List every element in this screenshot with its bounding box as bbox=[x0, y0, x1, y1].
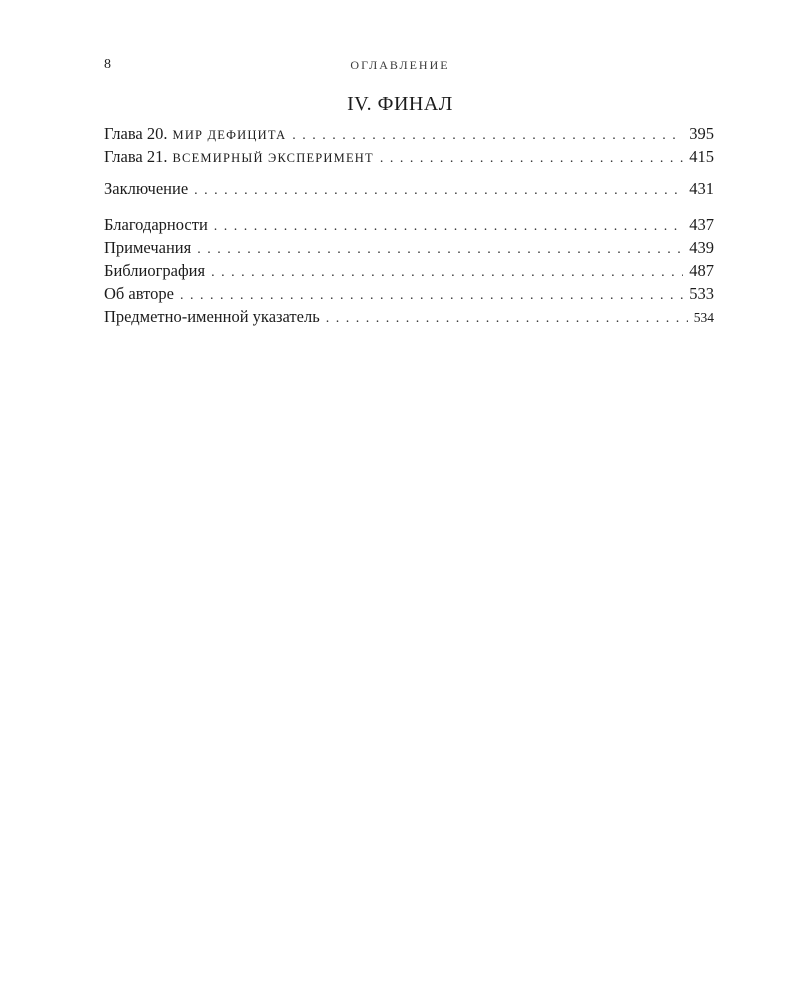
toc-entry-title: Благодарности bbox=[104, 215, 208, 234]
toc-entry-page: 534 bbox=[693, 310, 714, 325]
toc-entry-prefix: Глава 20. bbox=[104, 124, 168, 143]
dot-leader bbox=[292, 128, 683, 144]
page-number: 8 bbox=[104, 57, 112, 72]
dot-leader bbox=[197, 242, 683, 258]
toc-entry-title: МИР ДЕФИЦИТА bbox=[172, 128, 287, 142]
toc-entry-index[interactable] bbox=[104, 307, 714, 330]
table-of-contents bbox=[104, 124, 714, 330]
toc-entry-chapter-20[interactable] bbox=[104, 124, 714, 147]
dot-leader bbox=[326, 311, 688, 327]
dot-leader bbox=[214, 219, 683, 235]
toc-entry-title: Заключение bbox=[104, 179, 189, 198]
toc-entry-bibliography[interactable] bbox=[104, 261, 714, 284]
toc-entry-title: Примечания bbox=[104, 238, 192, 257]
toc-entry-title: Об авторе bbox=[104, 284, 174, 303]
toc-entry-title: Библиография bbox=[104, 261, 206, 280]
toc-entry-notes[interactable] bbox=[104, 238, 714, 261]
part-title: IV. ФИНАЛ bbox=[347, 93, 453, 115]
toc-entry-page: 533 bbox=[689, 284, 714, 303]
running-head: ОГЛАВЛЕНИЕ bbox=[350, 58, 450, 72]
toc-entry-page: 487 bbox=[689, 261, 714, 280]
toc-entry-prefix: Глава 21. bbox=[104, 147, 168, 166]
toc-entry-page: 415 bbox=[689, 147, 714, 166]
toc-entry-page: 431 bbox=[689, 179, 714, 198]
toc-entry-about-author[interactable] bbox=[104, 284, 714, 307]
dot-leader bbox=[180, 288, 683, 304]
toc-entry-conclusion[interactable] bbox=[104, 179, 714, 202]
toc-entry-title: Предметно-именной указатель bbox=[104, 307, 320, 326]
toc-entry-page: 439 bbox=[689, 238, 714, 257]
dot-leader bbox=[211, 265, 683, 281]
toc-entry-acknowledgements[interactable] bbox=[104, 215, 714, 238]
toc-entry-title: ВСЕМИРНЫЙ ЭКСПЕРИМЕНТ bbox=[172, 151, 374, 165]
toc-entry-page: 395 bbox=[689, 124, 714, 143]
dot-leader bbox=[380, 151, 683, 167]
dot-leader bbox=[194, 183, 683, 199]
toc-entry-chapter-21[interactable] bbox=[104, 147, 714, 170]
toc-entry-page: 437 bbox=[689, 215, 714, 234]
